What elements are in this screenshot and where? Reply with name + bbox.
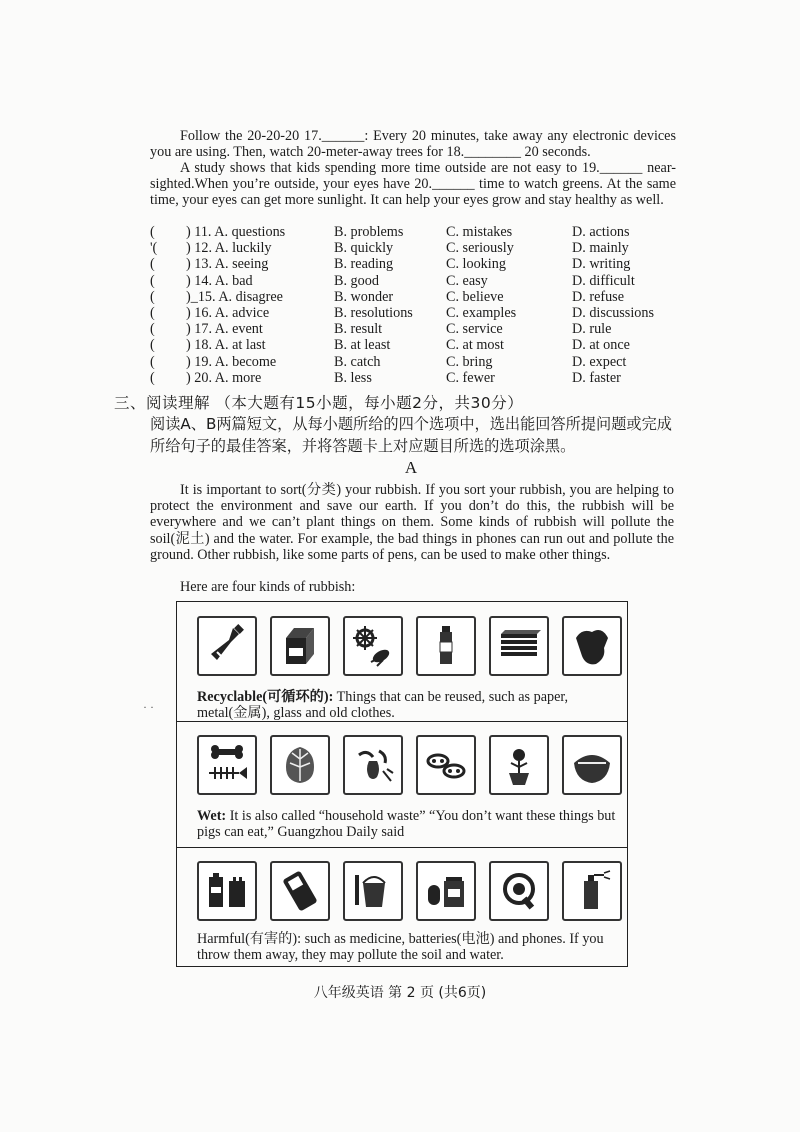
category-description <box>197 931 617 963</box>
option-c: C. looking <box>446 256 506 273</box>
paint-bucket-icon <box>343 861 403 921</box>
option-c: C. at most <box>446 337 504 354</box>
option-b: B. at least <box>334 337 391 354</box>
light-bulb-icon <box>489 861 549 921</box>
category-label: Wet: <box>197 808 227 824</box>
option-c: C. easy <box>446 272 488 289</box>
option-row <box>150 370 680 386</box>
cloze-paragraph-1 <box>150 128 676 160</box>
option-num: ) 14. A. bad <box>186 272 253 289</box>
option-d: D. discussions <box>572 304 654 321</box>
leftovers-icon <box>562 735 622 795</box>
option-row <box>150 354 680 370</box>
option-c: C. fewer <box>446 369 495 386</box>
category-description <box>197 689 617 721</box>
option-c: C. examples <box>446 304 517 321</box>
icon-row <box>197 735 622 795</box>
category-text: Things that can be reused, such as paper, metal(金属), glass and old clothes. <box>197 689 569 722</box>
option-b: B. less <box>334 369 372 386</box>
option-b: B. resolutions <box>334 304 413 321</box>
newspaper-stack-icon <box>489 616 549 676</box>
rubbish-table <box>176 601 628 967</box>
option-paren: '( <box>150 240 158 257</box>
passage-text: It is important to sort(分类) your rubbish. If you sort your rubbish, you are helping to protect the environment and save our earth. If you don’t do this, the rubbish will be everywhere and we can’t plant things on them. Some kinds of rubbish will pollute the soil(泥土) and the water. For example, the bad things in phones can run out and pollute the ground. Other rubbish, like some parts of pens, can be used to make other things. <box>150 482 674 563</box>
option-paren: ( <box>150 304 155 321</box>
option-row <box>150 337 680 353</box>
option-paren: ( <box>150 272 155 289</box>
row-divider <box>177 847 627 848</box>
section-heading: 三、阅读理解 （本大题有15小题，每小题2分，共30分） <box>114 394 524 412</box>
option-b: B. wonder <box>334 288 394 305</box>
icon-row <box>197 861 622 921</box>
clothes-icon <box>562 616 622 676</box>
option-b: B. catch <box>334 353 381 370</box>
option-d: D. writing <box>572 256 631 273</box>
option-d: D. refuse <box>572 288 624 305</box>
option-d: D. actions <box>572 224 630 240</box>
option-b: B. good <box>334 272 379 289</box>
option-num: ) 16. A. advice <box>186 304 270 321</box>
option-paren: ( <box>150 353 155 370</box>
option-b: B. result <box>334 321 383 338</box>
page-footer: 八年级英语 第 2 页 (共6页) <box>313 985 487 1001</box>
option-c: C. believe <box>446 288 504 305</box>
option-num: ) 11. A. questions <box>186 224 286 240</box>
option-row <box>150 240 680 256</box>
option-paren: ( <box>150 321 155 338</box>
option-row <box>150 273 680 289</box>
milk-carton-icon <box>270 616 330 676</box>
option-c: C. bring <box>446 353 493 370</box>
option-num: ) 12. A. luckily <box>186 240 272 257</box>
option-num: ) 18. A. at last <box>186 337 266 354</box>
option-paren: ( <box>150 256 155 273</box>
category-label: Harmful(有害的): <box>197 931 302 947</box>
category-description <box>197 808 617 840</box>
paragraph-text: Follow the 20-20-20 17.______: Every 20 minutes, take away any electronic devices you are using. Then, watch 20-meter-away trees for 18.________ 20 seconds. <box>150 128 676 161</box>
mobile-phone-icon <box>270 861 330 921</box>
option-paren: ( <box>150 224 155 240</box>
potted-plant-icon <box>489 735 549 795</box>
option-c: C. mistakes <box>446 224 513 240</box>
icon-row <box>197 616 622 676</box>
option-c: C. seriously <box>446 240 514 257</box>
option-row <box>150 256 680 272</box>
option-row <box>150 321 680 337</box>
option-b: B. problems <box>334 224 404 240</box>
option-c: C. service <box>446 321 503 338</box>
pills-icon <box>416 861 476 921</box>
option-d: D. rule <box>572 321 612 338</box>
option-num: )_15. A. disagree <box>186 288 283 305</box>
paragraph-text: A study shows that kids spending more time outside are not easy to 19.______ near-sighted.When you’re outside, your eyes have 20.______ time to watch greens. At the same time, your eyes can get more sunlight. It can help your eyes grow and stay healthy as well. <box>150 160 676 209</box>
cloze-paragraph-2 <box>150 160 676 209</box>
category-text: It is also called “household waste” “You don’t want these things but pigs can eat,” Guangzhou Daily said <box>197 808 616 841</box>
batteries-icon <box>197 861 257 921</box>
bottle-icon <box>197 616 257 676</box>
option-paren: ( <box>150 369 155 386</box>
category-text: such as medicine, batteries(电池) and phones. If you throw them away, they may pollute the soil and water. <box>197 931 604 964</box>
passage-letter: A <box>404 458 418 477</box>
option-d: D. faster <box>572 369 621 386</box>
option-paren: ( <box>150 288 155 305</box>
option-d: D. expect <box>572 353 627 370</box>
apple-core-icon <box>343 735 403 795</box>
answer-options <box>150 224 680 386</box>
option-b: B. reading <box>334 256 394 273</box>
bone-fishbone-icon <box>197 735 257 795</box>
option-row <box>150 305 680 321</box>
spray-can-icon <box>562 861 622 921</box>
option-d: D. mainly <box>572 240 629 257</box>
option-num: ) 19. A. become <box>186 353 277 370</box>
option-b: B. quickly <box>334 240 394 257</box>
option-num: ) 17. A. event <box>186 321 263 338</box>
option-num: ) 13. A. seeing <box>186 256 269 273</box>
option-num: ) 20. A. more <box>186 369 262 386</box>
cabbage-icon <box>270 735 330 795</box>
option-d: D. at once <box>572 337 630 354</box>
category-label: Recyclable(可循环的): <box>197 689 334 705</box>
option-row <box>150 224 680 240</box>
scan-mark: · · <box>143 700 154 714</box>
cans-icon <box>343 616 403 676</box>
section-instructions: 阅读A、B两篇短文，从每小题所给的四个选项中，选出能回答所提问题或完成所给句子的最佳答案，并将答题卡上对应题目所选的选项涂黑。 <box>150 415 672 455</box>
option-paren: ( <box>150 337 155 354</box>
rubbish-intro: Here are four kinds of rubbish: <box>180 579 356 595</box>
peanuts-icon <box>416 735 476 795</box>
plastic-bottle-icon <box>416 616 476 676</box>
reading-passage <box>150 482 674 563</box>
option-row <box>150 289 680 305</box>
option-d: D. difficult <box>572 272 635 289</box>
